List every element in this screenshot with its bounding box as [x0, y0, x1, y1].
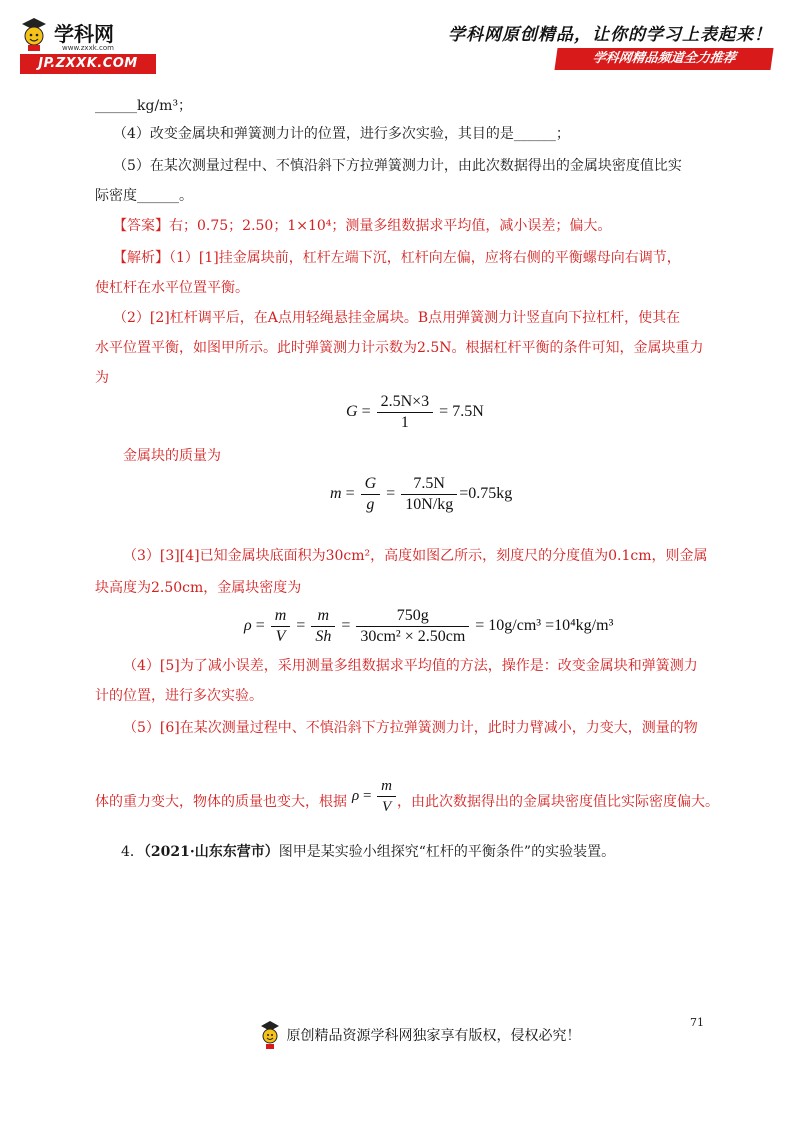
- fraction: [361, 474, 381, 515]
- analysis-line: 为: [95, 370, 109, 386]
- denominator: V: [382, 799, 392, 815]
- formula-result: =0.75kg: [459, 485, 513, 503]
- denominator: Sh: [315, 628, 332, 645]
- fraction: [311, 606, 335, 647]
- question-number: 4．: [121, 844, 144, 860]
- copyright-text: 原创精品资源学科网独家享有版权，侵权必究！: [286, 1028, 581, 1044]
- fraction: [356, 606, 469, 647]
- analysis-line: （4）[5]为了减小误差，采用测量多组数据求平均值的方法，操作是：改变金属块和弹簧测力: [123, 658, 698, 674]
- analysis-line: 体的重力变大，物体的质量也变大，根据: [95, 794, 347, 810]
- numerator: 2.5N×3: [377, 392, 434, 413]
- fraction: [271, 606, 291, 647]
- numerator: 750g: [356, 606, 469, 627]
- formula-symbol: ρ: [352, 787, 360, 804]
- formula-symbol: G: [346, 403, 358, 421]
- formula-symbol: m: [330, 485, 342, 503]
- brand-domain-small: www.zxxk.com: [62, 44, 114, 52]
- denominator: V: [275, 628, 286, 645]
- brand-domain-banner: JP.ZXXK.COM: [20, 54, 156, 74]
- analysis-line: 水平位置平衡，如图甲所示。此时弹簧测力计示数为2.5N。根据杠杆平衡的条件可知，金属块重力: [95, 340, 704, 356]
- site-logo: [18, 14, 158, 76]
- denominator: 30cm² × 2.50cm: [360, 628, 466, 645]
- question-4: [121, 842, 615, 862]
- analysis-line: 金属块的质量为: [123, 448, 221, 464]
- numerator: G: [361, 474, 381, 495]
- numerator: m: [377, 776, 396, 797]
- analysis-line: 块高度为2.50cm，金属块密度为: [95, 580, 302, 596]
- answer-line: 【答案】右；0.75；2.50；1×10⁴；测量多组数据求平均值，减小误差；偏大。: [113, 218, 612, 234]
- analysis-line: （3）[3][4]已知金属块底面积为30cm²，高度如图乙所示，刻度尺的分度值为0.1cm，则金属: [123, 548, 708, 564]
- denominator: 1: [400, 414, 409, 431]
- mascot-icon: [18, 16, 50, 52]
- fraction: [401, 474, 457, 515]
- header-slogan: 学科网原创精品，让你的学习上表起来！: [448, 25, 772, 45]
- body-line: （4）改变金属块和弹簧测力计的位置，进行多次实验，其目的是______；: [113, 126, 570, 142]
- analysis-line: （2）[2]杠杆调平后，在A点用轻绳悬挂金属块。B点用弹簧测力计竖直向下拉杠杆，使其在: [113, 310, 681, 326]
- page-number: 71: [690, 1016, 704, 1029]
- question-text: 图甲是某实验小组探究“杠杆的平衡条件”的实验装置。: [278, 844, 616, 860]
- formula-density-inline: ρ = $\frac{m}{V}$: [352, 776, 398, 817]
- body-line: ______kg/m³；: [95, 98, 193, 114]
- numerator: m: [271, 606, 291, 627]
- denominator: g: [366, 496, 375, 513]
- header-channel-banner: 学科网精品频道全力推荐: [554, 48, 773, 70]
- analysis-line: 计的位置，进行多次实验。: [95, 688, 263, 704]
- body-line: （5）在某次测量过程中、不慎沿斜下方拉弹簧测力计，由此次数据得出的金属块密度值比实: [113, 158, 682, 174]
- analysis-line: 使杠杆在水平位置平衡。: [95, 280, 249, 296]
- denominator: 10N/kg: [405, 496, 454, 513]
- mascot-icon: [258, 1020, 282, 1050]
- numerator: m: [311, 606, 335, 627]
- formula-mass: m = $\frac{G}{g}$ = $\frac{7.5N}{10N/kg}$ =0.75kg: [330, 475, 513, 513]
- brand-name: 学科网: [54, 22, 114, 46]
- formula-weight: G = $\frac{2.5N\times 3}{1}$ = 7.5N: [346, 393, 484, 431]
- formula-result: = 10g/cm³ =10⁴kg/m³: [475, 617, 614, 635]
- analysis-line: ，由此次数据得出的金属块密度值比实际密度偏大。: [397, 794, 719, 810]
- formula-symbol: ρ: [244, 617, 252, 635]
- numerator: 7.5N: [401, 474, 457, 495]
- formula-result: = 7.5N: [439, 403, 484, 421]
- question-source: （2021·山东东营市）: [143, 844, 279, 860]
- fraction: [377, 776, 396, 817]
- footer-copyright: [258, 1020, 580, 1056]
- analysis-line: 【解析】（1）[1]挂金属块前，杠杆左端下沉，杠杆向左偏，应将右侧的平衡螺母向右调节，: [113, 250, 681, 266]
- body-line: 际密度______。: [95, 188, 193, 204]
- formula-density: ρ = $\frac{m}{V}$ = $\frac{m}{Sh}$ = $\frac{750g}{\text{30cm² × 2.50cm}}$ = 10g/cm³ =10⁴kg/m³: [244, 607, 614, 645]
- fraction: [377, 392, 434, 433]
- analysis-line: （5）[6]在某次测量过程中、不慎沿斜下方拉弹簧测力计，此时力臂减小，力变大，测量的物: [123, 720, 698, 736]
